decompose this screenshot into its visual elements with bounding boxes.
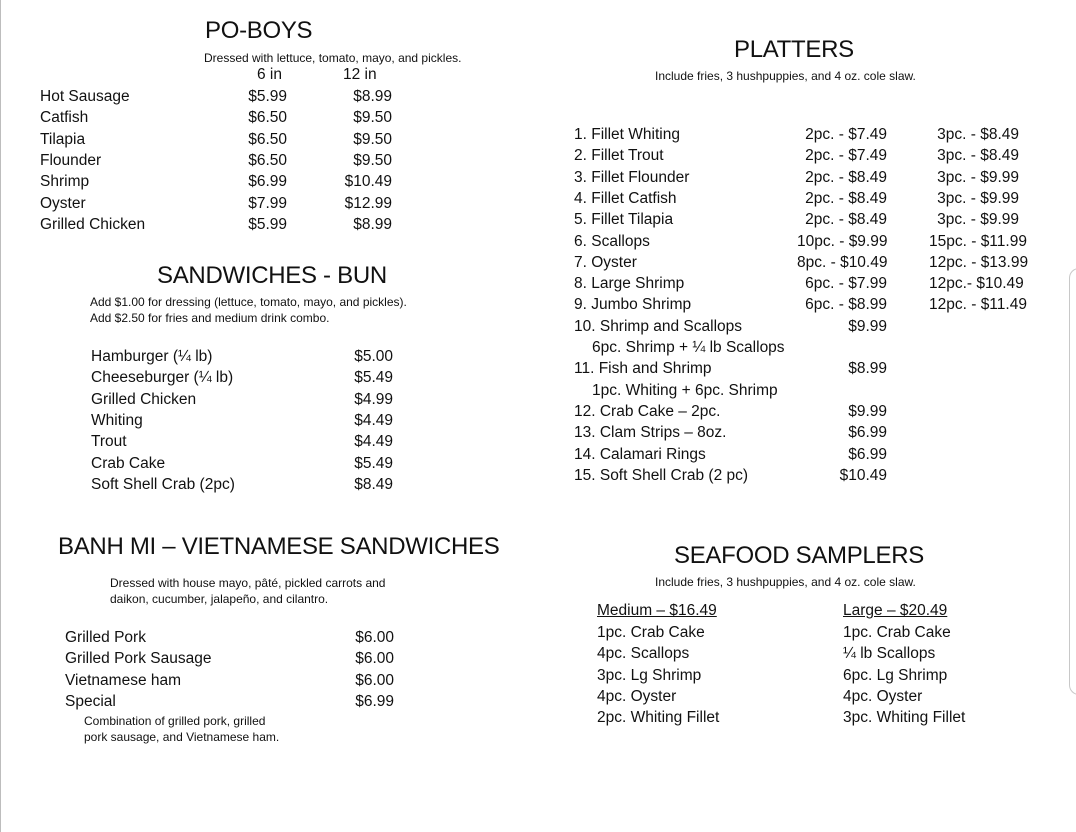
platter-item-price-small: 2pc. - $8.49 bbox=[805, 190, 887, 207]
sandwich-item-name: Trout bbox=[91, 433, 127, 450]
poboys-item-name: Grilled Chicken bbox=[40, 216, 146, 233]
poboys-item-price-12in: $9.50 bbox=[353, 152, 392, 169]
platter-item-name: 12. Crab Cake – 2pc. bbox=[574, 403, 721, 420]
platter-item-price: $6.99 bbox=[848, 424, 887, 441]
poboys-title: PO-BOYS bbox=[205, 17, 313, 44]
poboys-item-name: Hot Sausage bbox=[40, 88, 130, 105]
poboys-item-name: Oyster bbox=[40, 195, 86, 212]
platter-item-name: 13. Clam Strips – 8oz. bbox=[574, 424, 727, 441]
sandwich-item-name: Crab Cake bbox=[91, 455, 166, 472]
sandwich-item-price: $5.00 bbox=[354, 348, 393, 365]
platter-item-name: 14. Calamari Rings bbox=[574, 446, 706, 463]
sampler-large-item: 1pc. Crab Cake bbox=[843, 624, 951, 641]
poboys-item-price-12in: $12.99 bbox=[344, 195, 392, 212]
platter-item-price: $9.99 bbox=[848, 403, 887, 420]
platter-item-name: 5. Fillet Tilapia bbox=[574, 211, 674, 228]
platter-item-price-small: 2pc. - $8.49 bbox=[805, 169, 887, 186]
poboys-note: Dressed with lettuce, tomato, mayo, and pickles. bbox=[204, 51, 462, 65]
samplers-note: Include fries, 3 hushpuppies, and 4 oz. cole slaw. bbox=[655, 575, 916, 589]
sampler-large-item: 3pc. Whiting Fillet bbox=[843, 709, 966, 726]
poboys-col-6in: 6 in bbox=[257, 66, 282, 83]
sandwich-item-price: $4.49 bbox=[354, 433, 393, 450]
banhmi-item-price: $6.00 bbox=[355, 650, 394, 667]
sandwich-item-price: $5.49 bbox=[354, 455, 393, 472]
poboys-item-price-6in: $6.50 bbox=[248, 131, 287, 148]
scroll-edge bbox=[1069, 268, 1076, 695]
poboys-item-price-12in: $8.99 bbox=[353, 216, 392, 233]
sandwiches-note-2: Add $2.50 for fries and medium drink combo. bbox=[90, 311, 330, 325]
platter-item-price-large: 3pc. - $9.99 bbox=[937, 190, 1019, 207]
poboys-item-price-12in: $8.99 bbox=[353, 88, 392, 105]
platter-item-price-small: 2pc. - $7.49 bbox=[805, 126, 887, 143]
poboys-item-price-12in: $10.49 bbox=[344, 173, 392, 190]
sandwich-item-price: $5.49 bbox=[354, 369, 393, 386]
banhmi-item-price: $6.00 bbox=[355, 672, 394, 689]
banhmi-item-name: Grilled Pork bbox=[65, 629, 146, 646]
sandwich-item-price: $8.49 bbox=[354, 476, 393, 493]
platter-item-name: 6. Scallops bbox=[574, 233, 650, 250]
poboys-item-price-6in: $6.50 bbox=[248, 109, 287, 126]
platter-item-name: 4. Fillet Catfish bbox=[574, 190, 677, 207]
platter-item-name: 8. Large Shrimp bbox=[574, 275, 685, 292]
poboys-item-name: Flounder bbox=[40, 152, 102, 169]
sampler-large-item: 4pc. Oyster bbox=[843, 688, 923, 705]
poboys-item-price-6in: $6.99 bbox=[248, 173, 287, 190]
poboys-item-name: Shrimp bbox=[40, 173, 90, 190]
poboys-item-price-12in: $9.50 bbox=[353, 131, 392, 148]
banhmi-item-name: Special bbox=[65, 693, 116, 710]
banhmi-item-price: $6.99 bbox=[355, 693, 394, 710]
platter-item-price-small: 2pc. - $7.49 bbox=[805, 147, 887, 164]
platter-item-price-small: 10pc. - $9.99 bbox=[797, 233, 888, 250]
sandwich-item-price: $4.49 bbox=[354, 412, 393, 429]
platter-item-name: 7. Oyster bbox=[574, 254, 637, 271]
platter-item-name: 10. Shrimp and Scallops bbox=[574, 318, 743, 335]
poboys-item-price-6in: $5.99 bbox=[248, 216, 287, 233]
platter-item-price-small: 8pc. - $10.49 bbox=[797, 254, 888, 271]
banhmi-special-note-2: pork sausage, and Vietnamese ham. bbox=[84, 730, 280, 744]
platter-item-price: $8.99 bbox=[848, 360, 887, 377]
samplers-title: SEAFOOD SAMPLERS bbox=[674, 542, 924, 569]
platter-item-price-small: 6pc. - $8.99 bbox=[805, 296, 887, 313]
sampler-large-item: 6pc. Lg Shrimp bbox=[843, 667, 948, 684]
platters-note: Include fries, 3 hushpuppies, and 4 oz. cole slaw. bbox=[655, 69, 916, 83]
sandwich-item-name: Soft Shell Crab (2pc) bbox=[91, 476, 235, 493]
sandwich-item-name: Cheeseburger (¼ lb) bbox=[91, 369, 234, 386]
platter-item-price-large: 12pc.- $10.49 bbox=[929, 275, 1024, 292]
platter-item-price: $10.49 bbox=[839, 467, 887, 484]
banhmi-special-note-1: Combination of grilled pork, grilled bbox=[84, 714, 266, 728]
sampler-medium-item: 1pc. Crab Cake bbox=[597, 624, 705, 641]
platter-item-name: 3. Fillet Flounder bbox=[574, 169, 690, 186]
sampler-medium-item: 2pc. Whiting Fillet bbox=[597, 709, 720, 726]
banhmi-note-1: Dressed with house mayo, pâté, pickled carrots and bbox=[110, 576, 386, 590]
platter-item-price-large: 3pc. - $9.99 bbox=[937, 211, 1019, 228]
platter-item-price-large: 3pc. - $9.99 bbox=[937, 169, 1019, 186]
poboys-item-price-6in: $5.99 bbox=[248, 88, 287, 105]
sampler-large-heading: Large – $20.49 bbox=[843, 602, 948, 619]
platter-item-name: 9. Jumbo Shrimp bbox=[574, 296, 692, 313]
platter-item-price-large: 12pc. - $11.49 bbox=[929, 296, 1027, 313]
platter-item-price: $9.99 bbox=[848, 318, 887, 335]
platter-item-price: $6.99 bbox=[848, 446, 887, 463]
platter-item-name: 2. Fillet Trout bbox=[574, 147, 664, 164]
platter-item-price-large: 3pc. - $8.49 bbox=[937, 147, 1019, 164]
poboys-item-price-12in: $9.50 bbox=[353, 109, 392, 126]
poboys-item-price-6in: $6.50 bbox=[248, 152, 287, 169]
sampler-medium-heading: Medium – $16.49 bbox=[597, 602, 717, 619]
platter-item-price-large: 12pc. - $13.99 bbox=[929, 254, 1029, 271]
platter-item-price-large: 15pc. - $11.99 bbox=[929, 233, 1027, 250]
sandwiches-note-1: Add $1.00 for dressing (lettuce, tomato, mayo, and pickles). bbox=[90, 295, 407, 309]
sandwich-item-name: Whiting bbox=[91, 412, 143, 429]
sampler-medium-item: 3pc. Lg Shrimp bbox=[597, 667, 702, 684]
platters-title: PLATTERS bbox=[734, 36, 854, 63]
banhmi-note-2: daikon, cucumber, jalapeño, and cilantro. bbox=[110, 592, 329, 606]
sandwich-item-name: Grilled Chicken bbox=[91, 391, 197, 408]
banhmi-title: BANH MI – VIETNAMESE SANDWICHES bbox=[58, 533, 500, 560]
sandwiches-title: SANDWICHES - BUN bbox=[157, 262, 387, 289]
sandwich-item-price: $4.99 bbox=[354, 391, 393, 408]
platter-item-name: 11. Fish and Shrimp bbox=[574, 360, 712, 377]
platter-item-detail: 1pc. Whiting + 6pc. Shrimp bbox=[592, 382, 778, 399]
page-left-border bbox=[0, 0, 1, 832]
banhmi-item-name: Grilled Pork Sausage bbox=[65, 650, 212, 667]
platter-item-price-small: 2pc. - $8.49 bbox=[805, 211, 887, 228]
banhmi-item-name: Vietnamese ham bbox=[65, 672, 182, 689]
sampler-medium-item: 4pc. Oyster bbox=[597, 688, 677, 705]
sampler-large-item: ¼ lb Scallops bbox=[843, 645, 936, 662]
platter-item-name: 1. Fillet Whiting bbox=[574, 126, 680, 143]
platter-item-price-large: 3pc. - $8.49 bbox=[937, 126, 1019, 143]
poboys-col-12in: 12 in bbox=[343, 66, 377, 83]
sandwich-item-name: Hamburger (¼ lb) bbox=[91, 348, 213, 365]
poboys-item-name: Catfish bbox=[40, 109, 89, 126]
poboys-item-name: Tilapia bbox=[40, 131, 86, 148]
banhmi-item-price: $6.00 bbox=[355, 629, 394, 646]
platter-item-name: 15. Soft Shell Crab (2 pc) bbox=[574, 467, 749, 484]
poboys-item-price-6in: $7.99 bbox=[248, 195, 287, 212]
platter-item-price-small: 6pc. - $7.99 bbox=[805, 275, 887, 292]
sampler-medium-item: 4pc. Scallops bbox=[597, 645, 690, 662]
platter-item-detail: 6pc. Shrimp + ¼ lb Scallops bbox=[592, 339, 785, 356]
